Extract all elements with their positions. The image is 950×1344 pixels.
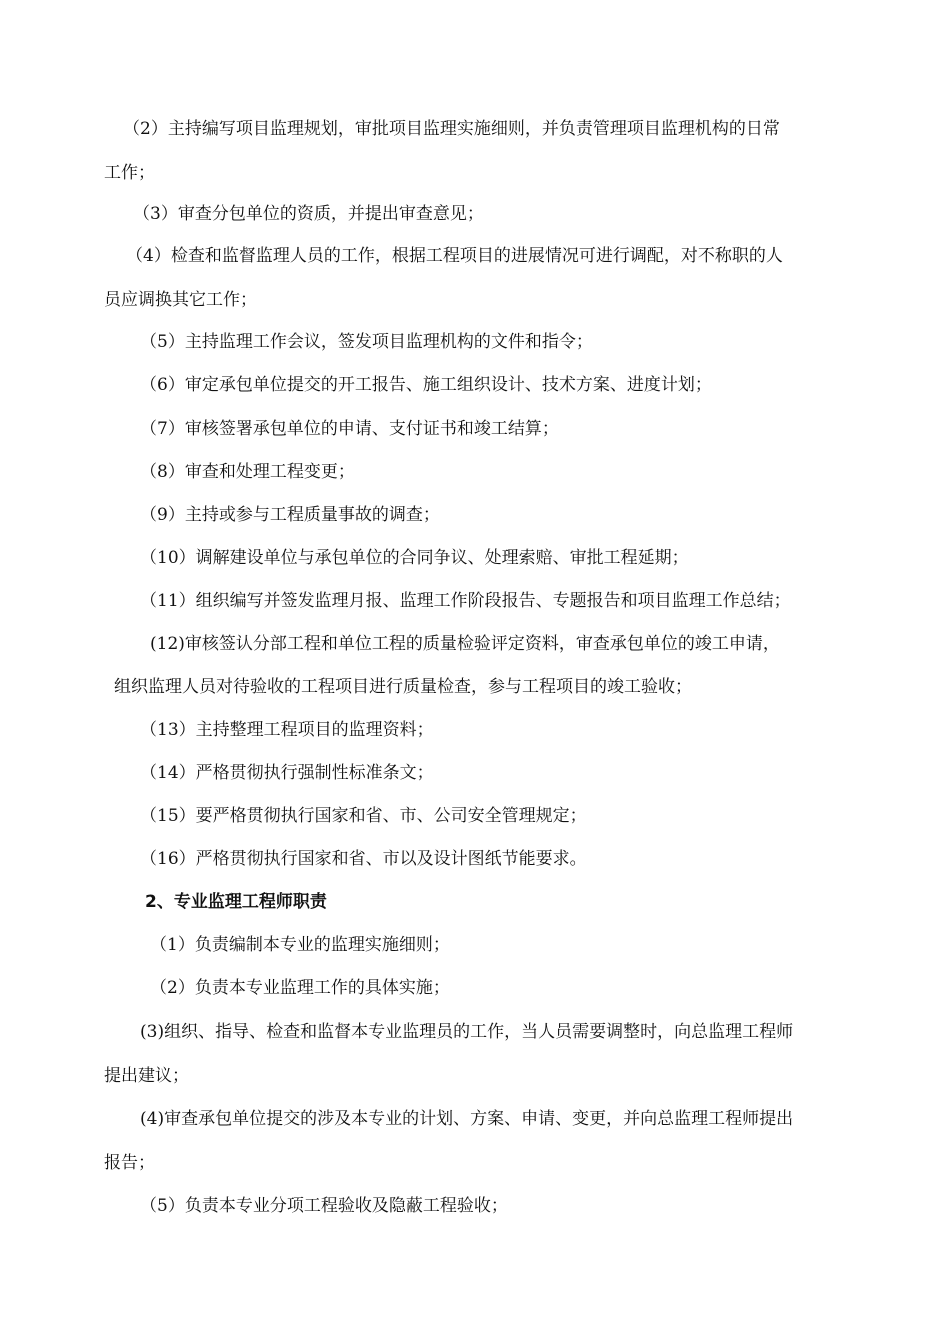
- paragraph-line: （15）要严格贯彻执行国家和省、市、公司安全管理规定；: [140, 806, 587, 826]
- paragraph-line: 工作；: [104, 163, 155, 183]
- paragraph-line: （8）审查和处理工程变更；: [140, 462, 355, 482]
- paragraph-line: （5）主持监理工作会议，签发项目监理机构的文件和指令；: [140, 332, 593, 352]
- paragraph-line: （6）审定承包单位提交的开工报告、施工组织设计、技术方案、进度计划；: [140, 375, 712, 395]
- paragraph-line: (3)组织、指导、检查和监督本专业监理员的工作，当人员需要调整时，向总监理工程师: [140, 1022, 794, 1042]
- paragraph-line: （16）严格贯彻执行国家和省、市以及设计图纸节能要求。: [140, 849, 587, 869]
- paragraph-line: （5）负责本专业分项工程验收及隐蔽工程验收；: [140, 1196, 508, 1216]
- paragraph-line: (12)审核签认分部工程和单位工程的质量检验评定资料，审查承包单位的竣工申请，: [150, 634, 780, 654]
- paragraph-line: （2）负责本专业监理工作的具体实施；: [150, 978, 450, 998]
- paragraph-line: （2）主持编写项目监理规划，审批项目监理实施细则，并负责管理项目监理机构的日常: [123, 119, 780, 139]
- paragraph-line: 员应调换其它工作；: [104, 290, 257, 310]
- paragraph-line: （14）严格贯彻执行强制性标准条文；: [140, 763, 434, 783]
- paragraph-line: 提出建议；: [104, 1066, 189, 1086]
- paragraph-line: （7）审核签署承包单位的申请、支付证书和竣工结算；: [140, 419, 559, 439]
- paragraph-line: （1）负责编制本专业的监理实施细则；: [150, 935, 450, 955]
- paragraph-line: （10）调解建设单位与承包单位的合同争议、处理索赔、审批工程延期；: [140, 548, 689, 568]
- paragraph-line: 报告；: [104, 1153, 155, 1173]
- paragraph-line: （11）组织编写并签发监理月报、监理工作阶段报告、专题报告和项目监理工作总结；: [140, 591, 791, 611]
- paragraph-line: (4)审查承包单位提交的涉及本专业的计划、方案、申请、变更，并向总监理工程师提出: [140, 1109, 794, 1129]
- paragraph-line: （4）检查和监督监理人员的工作，根据工程项目的进展情况可进行调配，对不称职的人: [126, 246, 783, 266]
- section-heading: 2、专业监理工程师职责: [145, 892, 327, 912]
- paragraph-line: （13）主持整理工程项目的监理资料；: [140, 720, 434, 740]
- paragraph-line: （3）审查分包单位的资质，并提出审查意见；: [133, 204, 484, 224]
- paragraph-line: （9）主持或参与工程质量事故的调查；: [140, 505, 440, 525]
- paragraph-line: 组织监理人员对待验收的工程项目进行质量检查，参与工程项目的竣工验收；: [114, 677, 692, 697]
